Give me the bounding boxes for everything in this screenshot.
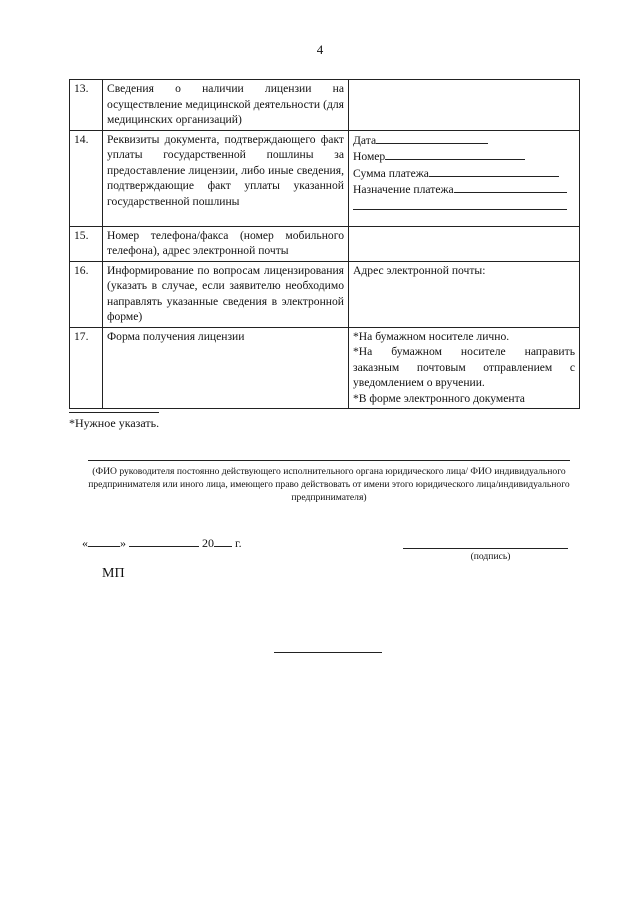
row-description: Сведения о наличии лицензии на осуществление медицинской деятельности (для медицинских организаций) bbox=[103, 80, 349, 131]
payment-field-label: Номер bbox=[353, 150, 386, 163]
footnote: *Нужное указать. bbox=[69, 416, 160, 430]
payment-field-blank[interactable] bbox=[385, 148, 525, 160]
table-row bbox=[70, 226, 580, 261]
payment-extra-blank[interactable] bbox=[353, 198, 567, 210]
row-value-cell bbox=[349, 261, 580, 327]
row-number: 14. bbox=[70, 130, 103, 226]
row-number: 15. bbox=[70, 226, 103, 261]
payment-field-blank[interactable] bbox=[429, 165, 559, 177]
page-number: 4 bbox=[316, 42, 324, 57]
application-table bbox=[69, 79, 580, 409]
license-receipt-option[interactable]: *На бумажном носителе лично. bbox=[353, 329, 510, 343]
row-value-cell[interactable] bbox=[349, 80, 580, 131]
payment-field bbox=[353, 148, 575, 165]
row-value-cell bbox=[349, 327, 580, 409]
signatory-name-line[interactable] bbox=[88, 460, 570, 461]
table-row bbox=[70, 327, 580, 409]
payment-field-label: Сумма платежа bbox=[353, 166, 429, 180]
row-description: Форма получения лицензии bbox=[103, 327, 349, 409]
month-blank[interactable] bbox=[129, 536, 199, 547]
end-rule bbox=[274, 652, 382, 653]
date-close-quote: » bbox=[120, 536, 126, 550]
row-description: Номер телефона/факса (номер мобильного телефона), адрес электронной почты bbox=[103, 226, 349, 261]
payment-field-blank[interactable] bbox=[376, 132, 488, 144]
date-suffix: г. bbox=[235, 536, 242, 550]
signatory-caption: (ФИО руководителя постоянно действующего исполнительного органа юридического лица/ ФИО индивидуального предпринимателя или иного лица, имеющего право действовать от имени этого юридического лица/индивидуального предпринимателя) bbox=[88, 466, 570, 503]
date-open-quote: « bbox=[82, 536, 88, 550]
payment-field-blank[interactable] bbox=[454, 181, 567, 193]
license-receipt-option[interactable]: *В форме электронного документа bbox=[353, 391, 525, 405]
payment-field-label: Дата bbox=[353, 133, 377, 147]
payment-field bbox=[353, 181, 575, 198]
payment-field-label: Назначение платежа bbox=[353, 183, 454, 196]
date-century: 20 bbox=[202, 536, 214, 550]
row-value-cell bbox=[349, 130, 580, 226]
row-number: 17. bbox=[70, 327, 103, 409]
payment-field bbox=[353, 132, 575, 149]
footnote-rule bbox=[69, 412, 159, 413]
license-receipt-option[interactable]: *На бумажном носителе направить заказным почтовым отправлением с уведомлением о вручении. bbox=[353, 345, 575, 389]
row-number: 13. bbox=[70, 80, 103, 131]
day-blank[interactable] bbox=[88, 536, 120, 547]
table-row bbox=[70, 130, 580, 226]
row-description: Информирование по вопросам лицензирования (указать в случае, если заявителю необходимо направлять указанные сведения в электронной форме) bbox=[103, 261, 349, 327]
table-row bbox=[70, 261, 580, 327]
signature-label: (подпись) bbox=[470, 551, 511, 562]
payment-extra-line[interactable] bbox=[353, 198, 575, 215]
payment-field bbox=[353, 165, 575, 182]
date-line bbox=[82, 536, 242, 551]
signature-line[interactable] bbox=[403, 548, 568, 549]
email-address-label: Адрес электронной почты: bbox=[353, 263, 486, 277]
table-row bbox=[70, 80, 580, 131]
year-blank[interactable] bbox=[214, 536, 232, 547]
row-description: Реквизиты документа, подтверждающего факт уплаты государственной пошлины за предоставление лицензии, либо иные сведения, подтверждающие факт уплаты указанной государственной пошлины bbox=[103, 130, 349, 226]
row-value-cell[interactable] bbox=[349, 226, 580, 261]
row-number: 16. bbox=[70, 261, 103, 327]
stamp-label: МП bbox=[102, 566, 125, 581]
